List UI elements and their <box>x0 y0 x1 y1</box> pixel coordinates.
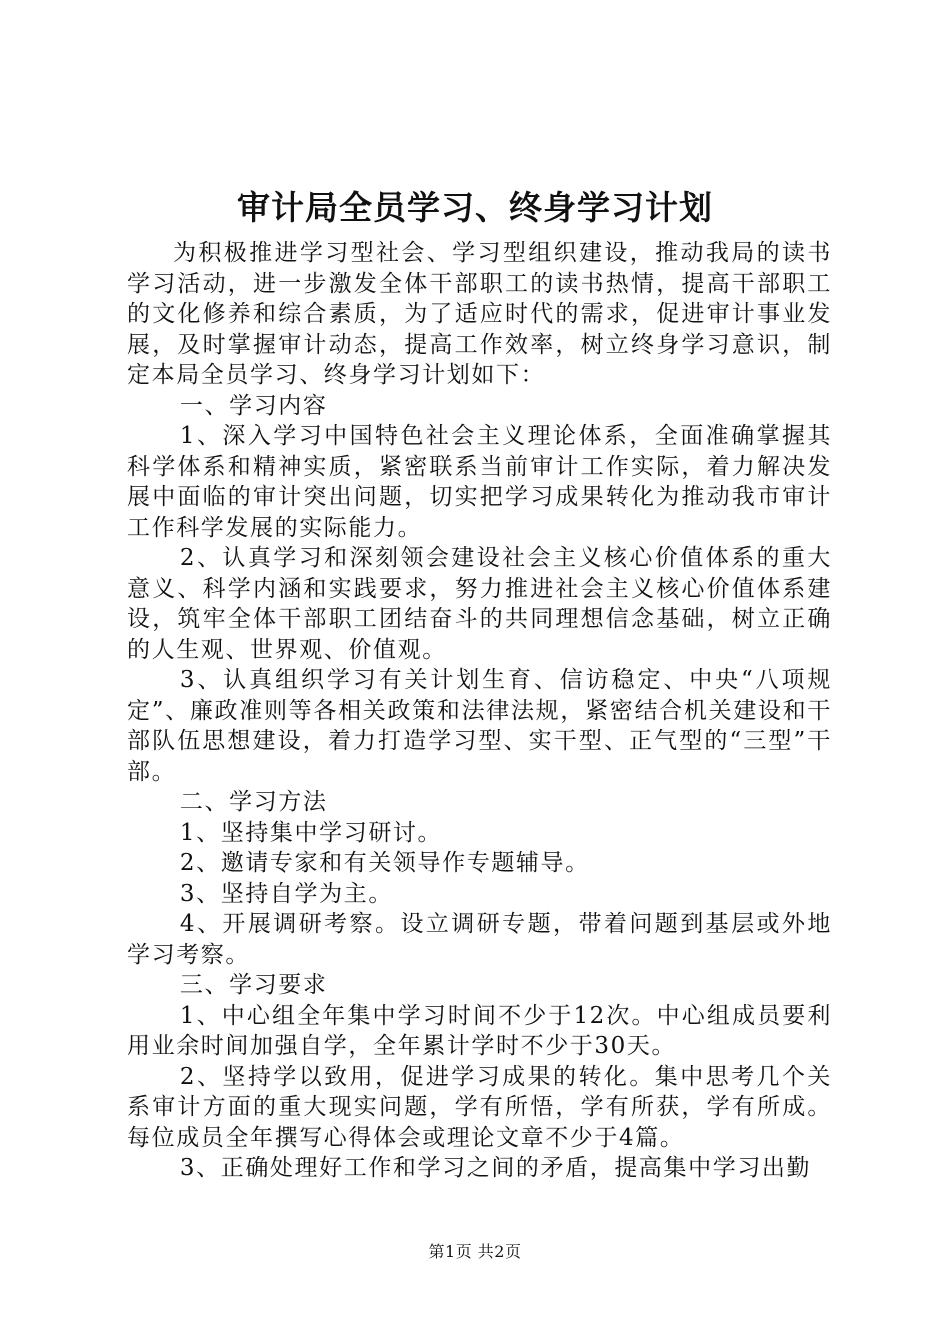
content-item-1: 1、深入学习中国特色社会主义理论体系，全面准确掌握其科学体系和精神实质，紧密联系当前审计工作实际，着力解决发展中面临的审计突出问题，切实把学习成果转化为推动我市审计工作科学发展的实际能力。 <box>127 423 832 541</box>
method-item-2: 2、邀请专家和有关领导作专题辅导。 <box>179 850 590 876</box>
intro-paragraph: 为积极推进学习型社会、学习型组织建设，推动我局的读书学习活动，进一步激发全体干部职工的读书热情，提高干部职工的文化修养和综合素质，为了适应时代的需求，促进审计事业发展，及时掌握审计动态，提高工作效率，树立终身学习意识，制定本局全员学习、终身学习计划如下： <box>127 240 832 388</box>
content-item-2: 2、认真学习和深刻领会建设社会主义核心价值体系的重大意义、科学内涵和实践要求，努力推进社会主义核心价值体系建设，筑牢全体干部职工团结奋斗的共同理想信念基础，树立正确的人生观、世界观、价值观。 <box>127 545 832 663</box>
page-footer: 第1页 共2页 <box>428 1242 522 1261</box>
content-item-3: 3、认真组织学习有关计划生育、信访稳定、中央“八项规定”、廉政准则等各相关政策和法律法规，紧密结合机关建设和干部队伍思想建设，着力打造学习型、实干型、正气型的“三型”干部。 <box>127 667 832 785</box>
method-item-3: 3、坚持自学为主。 <box>179 880 393 907</box>
requirement-item-1: 1、中心组全年集中学习时间不少于12次。中心组成员要利用业余时间加强自学，全年累计学时不少于30天。 <box>127 1002 832 1059</box>
section-heading-requirement: 三、学习要求 <box>179 972 328 998</box>
document-title: 审计局全员学习、终身学习计划 <box>237 188 713 227</box>
method-item-4: 4、开展调研考察。设立调研专题，带着问题到基层或外地学习考察。 <box>127 911 832 968</box>
section-heading-method: 二、学习方法 <box>179 789 328 815</box>
section-heading-content: 一、学习内容 <box>179 392 328 419</box>
document-body <box>127 238 832 1184</box>
method-item-1: 1、坚持集中学习研讨。 <box>179 819 443 846</box>
requirement-item-2: 2、坚持学以致用，促进学习成果的转化。集中思考几个关系审计方面的重大现实问题，学有所悟，学有所获，学有所成。每位成员全年撰写心得体会或理论文章不少于4篇。 <box>127 1063 832 1151</box>
requirement-item-3: 3、正确处理好工作和学习之间的矛盾，提高集中学习出勤 <box>179 1155 812 1181</box>
